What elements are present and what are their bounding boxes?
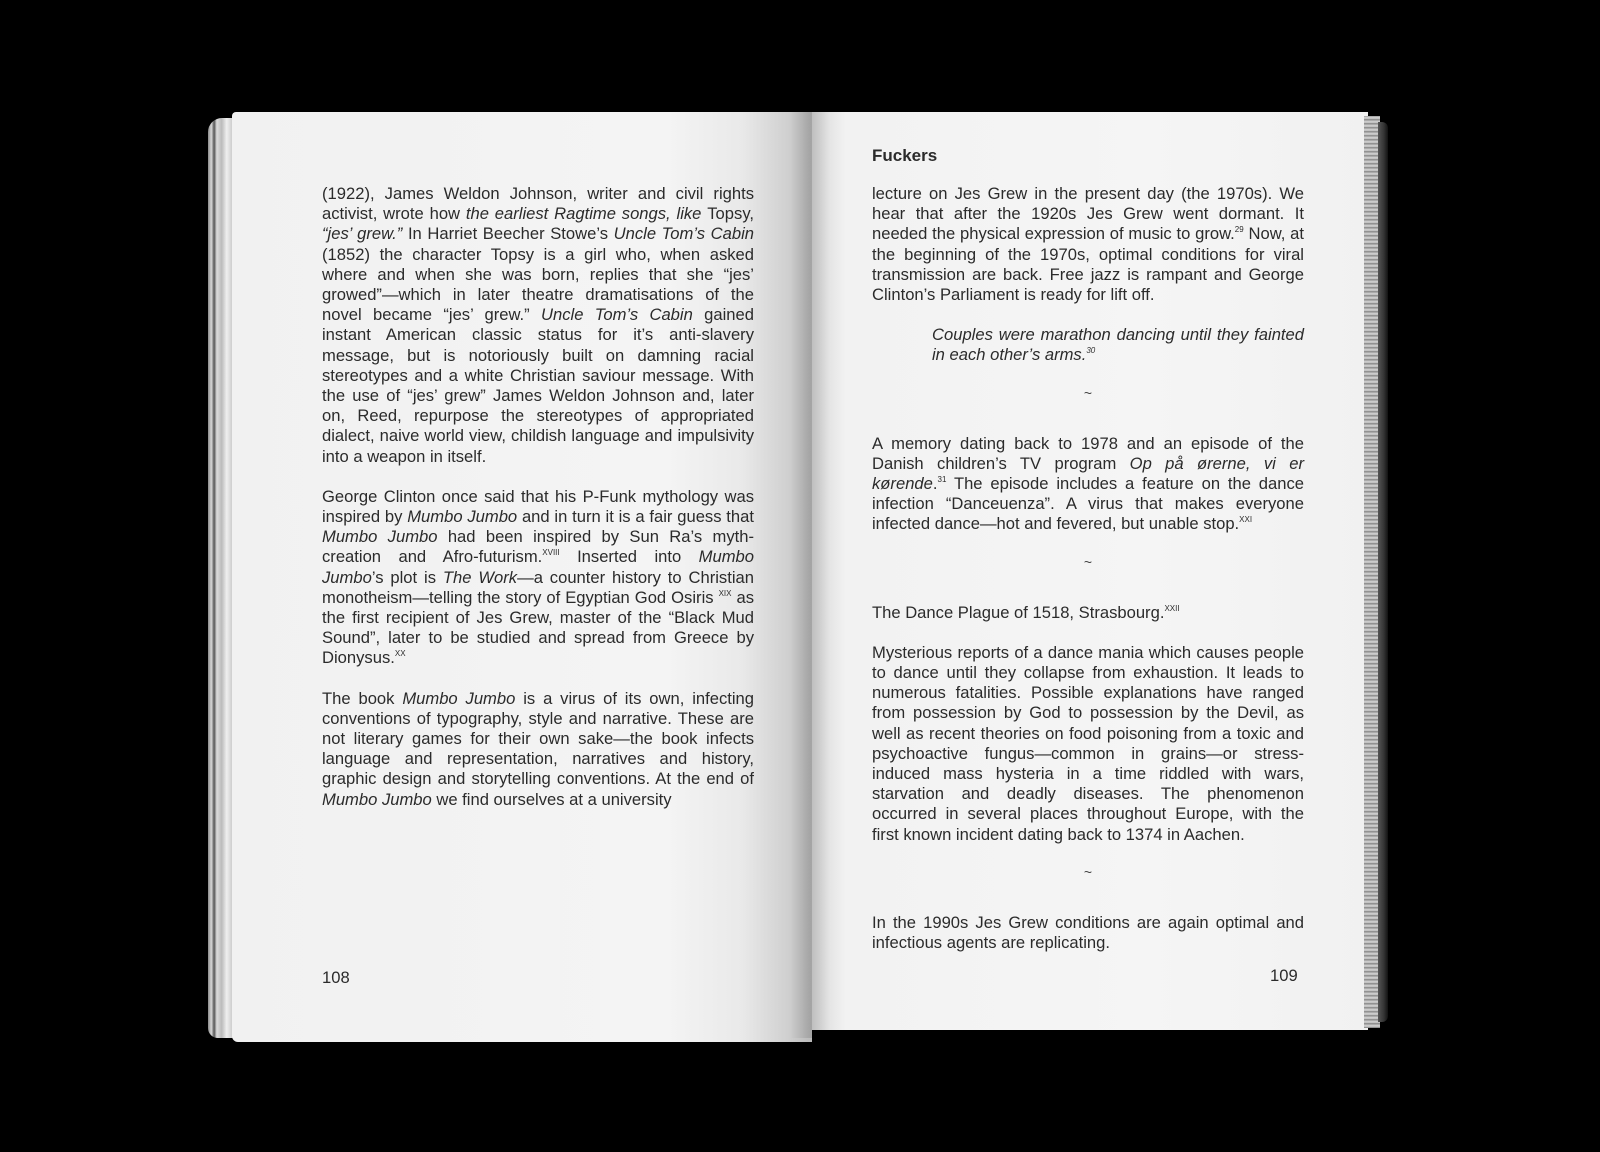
running-head: Fuckers: [872, 146, 938, 165]
text-run: ’s plot is: [371, 567, 443, 587]
footnote-ref: XVIII: [542, 548, 560, 558]
paragraph: [322, 184, 754, 467]
text-run: —a counter history to Christian monotheism—telling the story of Egyptian God Osiris: [322, 567, 754, 607]
italic-text: Mumbo Jumbo: [322, 789, 432, 809]
text-run: we find ourselves at a university: [431, 789, 672, 809]
text-run: In the 1990s Jes Grew conditions are again optimal and infectious agents are replicating.: [872, 912, 1304, 953]
text-run: Topsy,: [707, 204, 754, 224]
footnote-ref: 29: [1234, 225, 1244, 235]
paragraph: [872, 643, 1304, 845]
text-run: In Harriet Beecher Stowe’s: [407, 224, 614, 244]
text-run: George Clinton once said that his P-Funk mythology was inspired by: [322, 486, 754, 527]
book-cover-edge: [1378, 122, 1388, 1022]
paragraph: [872, 434, 1304, 535]
text-run: as the first recipient of Jes Grew, master of the “Black Mud Sound”, later to be studied and spread from Greece by Dionysus.: [322, 587, 754, 668]
spine-gutter: [790, 108, 830, 1038]
italic-text: Couples were marathon dancing until they fainted in each other’s arms.: [932, 325, 1304, 365]
italic-text: Mumbo Jumbo: [322, 527, 438, 547]
text-run: Inserted into: [559, 547, 699, 567]
text-run: is a virus of its own, infecting conventions of typography, style and narrative. These are not literary games for their own sake—the book infects language and representation, narratives and history, graphic design and storytelling conventions. At the end of: [322, 688, 755, 789]
italic-text: Mumbo Jumbo: [407, 507, 518, 527]
footnote-ref: XX: [394, 649, 406, 659]
section-divider: ~: [1083, 553, 1093, 570]
italic-text: Op på ørerne, vi er kørende: [872, 453, 1304, 494]
text-run: Mysterious reports of a dance mania which causes people to dance until they collapse from exhaustion. It leads to numerous fatalities. Possible explanations have ranged from possession by God to possession by the Devil, as well as recent theories on food poisoning from a toxic and psychoactive fungus—common in grains—or stress-induced mass hysteria in a time riddled with wars, starvation and deadly diseases. The phenomenon occurred in several places throughout Europe, with the first known incident dating back to 1374 in Aachen.: [872, 642, 1304, 844]
italic-text: Uncle Tom’s Cabin: [613, 224, 754, 244]
page-number-left: 108: [322, 968, 350, 987]
footnote-ref: XXI: [1239, 515, 1253, 525]
italic-text: Mumbo Jumbo: [322, 547, 755, 587]
footnote-ref: 30: [1086, 346, 1096, 356]
paragraph: [322, 487, 754, 669]
section-divider: ~: [1083, 384, 1093, 401]
italic-text: Mumbo Jumbo: [402, 688, 516, 708]
section-divider: ~: [1083, 863, 1093, 880]
paragraph: [322, 689, 754, 810]
italic-text: Uncle Tom’s Cabin: [541, 305, 693, 325]
page-number-right: 109: [1270, 966, 1298, 985]
text-run: The episode includes a feature on the dance infection “Danceuenza”. A virus that makes everyone infected dance—hot and fevered, but unable stop.: [872, 474, 1304, 534]
paragraph: [872, 603, 1304, 623]
text-run: A memory dating back to 1978 and an episode of the Danish children’s TV program: [872, 433, 1304, 473]
text-run: and in turn it is a fair guess that: [517, 507, 754, 527]
italic-text: the earliest Ragtime songs, like: [465, 204, 708, 224]
paragraph: [872, 184, 1304, 305]
footnote-ref: 31: [937, 475, 947, 485]
block-quote: [932, 325, 1304, 365]
text-run: lecture on Jes Grew in the present day (the 1970s). We hear that after the 1920s Jes Grew went dormant. It needed the physical expression of music to grow.: [872, 184, 1304, 244]
footnote-ref: XIX: [718, 588, 732, 598]
footnote-ref: XXII: [1164, 603, 1180, 613]
italic-text: The Work: [442, 567, 518, 587]
paragraph: [872, 913, 1304, 953]
left-page-text-column: [322, 184, 754, 830]
text-run: Now, at the beginning of the 1970s, optimal conditions for viral transmission are back. Free jazz is rampant and George Clinton’s Parliament is ready for lift off.: [872, 224, 1304, 305]
text-run: The Dance Plague of 1518, Strasbourg.: [872, 602, 1165, 622]
right-page-text-column: [872, 184, 1304, 973]
italic-text: “jes’ grew.”: [322, 224, 408, 244]
text-run: (1852) the character Topsy is a girl who, when asked where and when she was born, replies that she “jes’ growed”—which in later theatre dramatisations of the novel became “jes’ grew.”: [322, 244, 754, 325]
text-run: (1922), James Weldon Johnson, writer and civil rights activist, wrote how: [322, 184, 754, 224]
text-run: The book: [322, 688, 403, 708]
text-run: had been inspired by Sun Ra’s myth-creation and Afro-futurism.: [322, 527, 754, 567]
text-run: gained instant American classic status for it’s anti-slavery message, but is notoriously built on damning racial stereotypes and a white Christian saviour message. With the use of “jes’ grew” James Weldon Johnson and, later on, Reed, repurpose the stereotypes of appropriated dialect, naive world view, childish language and impulsivity into a weapon in itself.: [322, 305, 754, 466]
text-run: .: [932, 474, 938, 494]
